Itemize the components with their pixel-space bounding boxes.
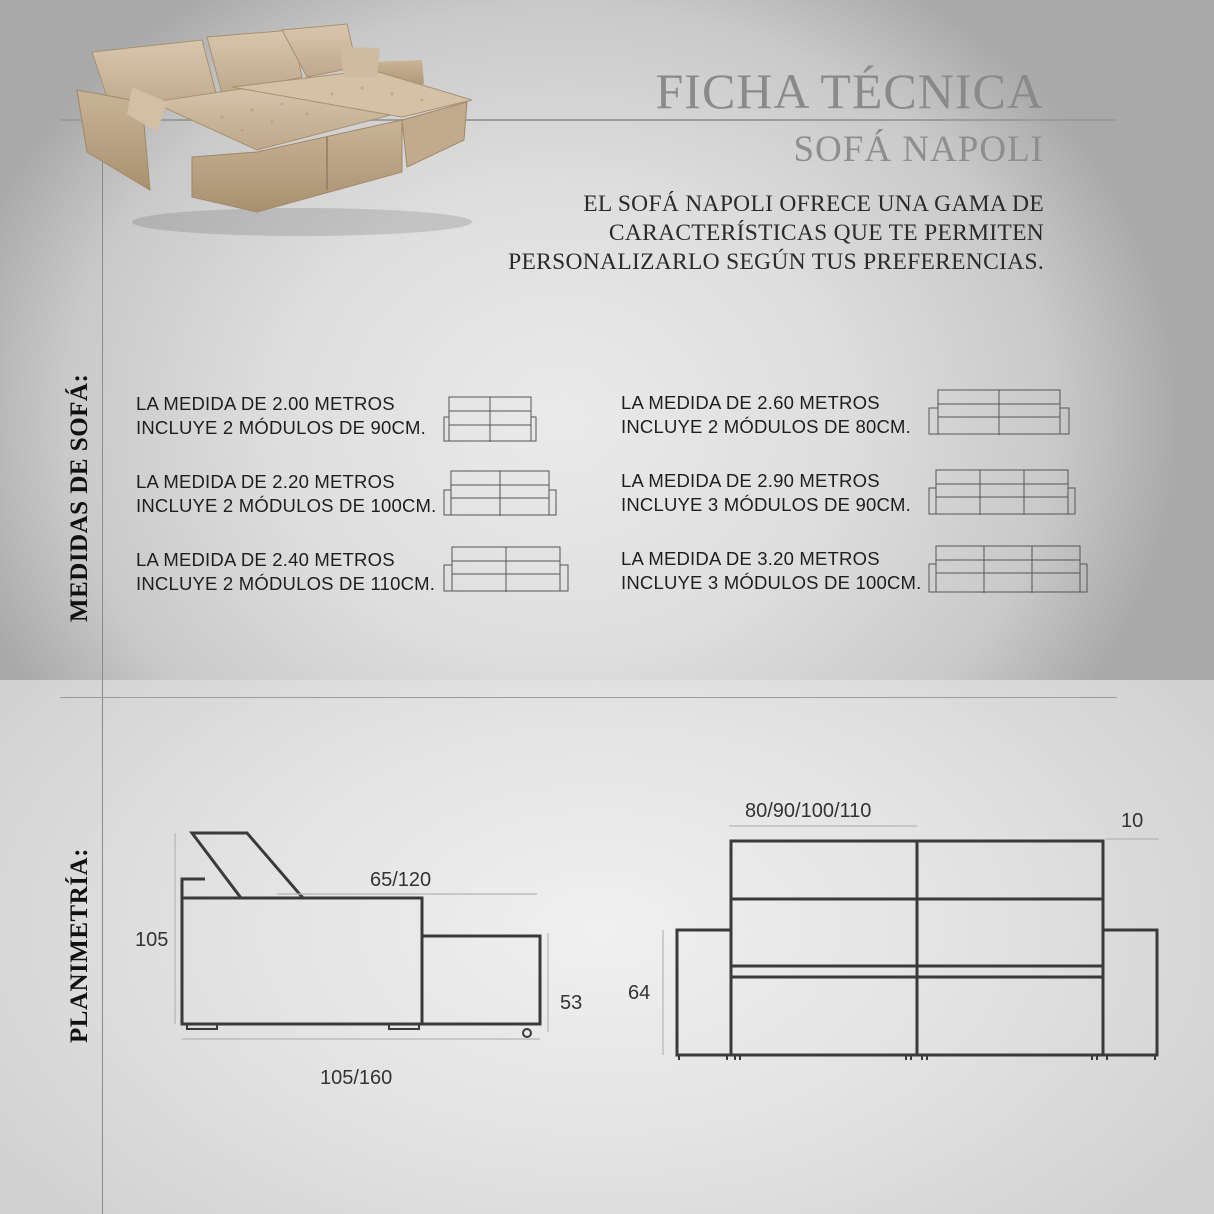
size-line1: LA MEDIDA DE 2.20 METROS xyxy=(136,471,395,492)
dim-arm-height: 64 xyxy=(628,982,651,1004)
size-line2: INCLUYE 2 MÓDULOS DE 110CM. xyxy=(136,573,436,594)
sofa-3-module-thumb-icon xyxy=(928,545,1088,597)
size-option-260 xyxy=(621,391,911,439)
product-description: EL SOFÁ NAPOLI OFRECE UNA GAMA DE CARACTERÍSTICAS QUE TE PERMITEN PERSONALIZARLO SEGÚN TUS PREFERENCIAS. xyxy=(508,191,1044,275)
dim-height-total: 105 xyxy=(135,929,169,951)
size-line1: LA MEDIDA DE 3.20 METROS xyxy=(621,548,880,569)
size-line2: INCLUYE 2 MÓDULOS DE 100CM. xyxy=(136,495,437,516)
size-option-200 xyxy=(136,392,426,440)
sofa-2-module-thumb-icon xyxy=(443,546,571,596)
size-option-290 xyxy=(621,469,911,517)
product-name: SOFÁ NAPOLI xyxy=(793,129,1044,170)
size-line1: LA MEDIDA DE 2.60 METROS xyxy=(621,392,880,413)
vertical-divider xyxy=(102,118,103,1214)
size-line2: INCLUYE 2 MÓDULOS DE 90CM. xyxy=(136,417,426,438)
size-line2: INCLUYE 3 MÓDULOS DE 90CM. xyxy=(621,494,911,515)
sofa-photo xyxy=(72,22,472,242)
size-option-240 xyxy=(136,548,435,596)
size-option-220 xyxy=(136,470,436,518)
size-line1: LA MEDIDA DE 2.40 METROS xyxy=(136,549,395,570)
page-title: FICHA TÉCNICA xyxy=(655,63,1044,119)
side-view-diagram xyxy=(170,830,560,1060)
size-line1: LA MEDIDA DE 2.00 METROS xyxy=(136,393,395,414)
sofa-2-module-thumb-icon xyxy=(928,389,1070,439)
dim-depth-total: 105/160 xyxy=(320,1067,393,1089)
section-label-medidas: MEDIDAS DE SOFÁ: xyxy=(66,373,93,622)
size-line1: LA MEDIDA DE 2.90 METROS xyxy=(621,470,880,491)
section-label-planimetria: PLANIMETRÍA: xyxy=(66,848,93,1043)
front-view-diagram xyxy=(660,820,1180,1060)
dim-arm-width: 10 xyxy=(1121,810,1144,832)
dim-module-width: 80/90/100/110 xyxy=(745,800,872,822)
sofa-2-module-thumb-icon xyxy=(443,470,557,520)
sofa-3-module-thumb-icon xyxy=(928,469,1076,519)
size-line2: INCLUYE 2 MÓDULOS DE 80CM. xyxy=(621,416,911,437)
section-divider xyxy=(60,697,1117,698)
dim-ottoman-height: 53 xyxy=(560,992,583,1014)
sofa-2-module-thumb-icon xyxy=(443,396,541,446)
dim-seat-extension: 65/120 xyxy=(370,869,432,891)
size-line2: INCLUYE 3 MÓDULOS DE 100CM. xyxy=(621,572,922,593)
size-option-320 xyxy=(621,547,921,595)
